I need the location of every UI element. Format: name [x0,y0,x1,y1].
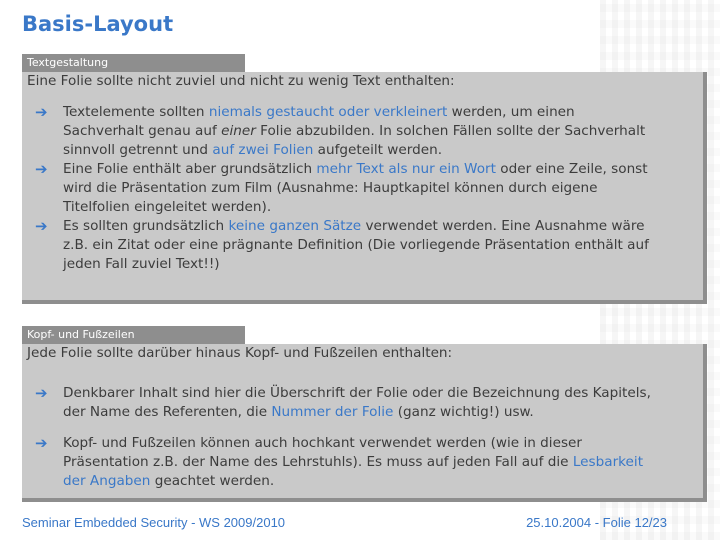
bullet-item [34,217,653,274]
arrow-right-icon: ➔ [35,217,48,235]
bullet-text: Folie abzubilden. In solchen Fällen sollte der Sachverhalt sinnvoll getrennt und [63,123,646,158]
footer-course: Seminar Embedded Security - WS 2009/2010 [22,515,286,530]
highlighted-text: niemals gestaucht oder verkleinert [208,104,448,120]
bullet-text: Kopf- und Fußzeilen können auch hochkant verwendet werden (wie in dieser Präsentation z.B. der Name des Lehrstuhls). Es muss auf jeden Fall auf die [63,435,582,470]
footer-date-slide-number: 25.10.2004 - Folie 12/23 [526,515,667,530]
bullet-item [34,434,653,491]
section-box-textgestaltung [22,72,707,304]
section-label-kopf-fusszeilen: Kopf- und Fußzeilen [22,326,245,344]
bullet-text: oder eine Zeile, sonst wird die Präsentation zum Film (Ausnahme: Hauptkapitel können durch eigene Titelfolien eingeleitet werden). [63,161,648,215]
bullet-text: (ganz wichtig!) usw. [393,404,534,420]
bullet-text: Textelemente sollten [63,104,209,120]
bullet-text: Denkbarer Inhalt sind hier die Überschrift der Folie oder die Bezeichnung des Kapitels, der Name des Referenten, die [63,385,651,420]
arrow-right-icon: ➔ [35,384,48,402]
bullet-text: Es sollten grundsätzlich [63,218,229,234]
bullet-item [34,103,653,160]
bullet-item [34,384,653,422]
highlighted-text: auf zwei Folien [212,142,314,158]
section-intro: Eine Folie sollte nicht zuviel und nicht zu wenig Text enthalten: [27,73,455,89]
arrow-right-icon: ➔ [35,434,48,452]
bullet-text: geachtet werden. [150,473,275,489]
bullet-text: aufgeteilt werden. [313,142,443,158]
section-intro: Jede Folie sollte darüber hinaus Kopf- und Fußzeilen enthalten: [27,345,453,361]
highlighted-text: mehr Text als nur ein Wort [316,161,496,177]
section-label-textgestaltung: Textgestaltung [22,54,245,72]
arrow-right-icon: ➔ [35,103,48,121]
arrow-right-icon: ➔ [35,160,48,178]
highlighted-text: Nummer der Folie [271,404,394,420]
bullet-list [34,103,653,274]
bullet-item [34,160,653,217]
bullet-text: verwendet werden. Eine Ausnahme wäre z.B. ein Zitat oder eine prägnante Definition (Die vorliegende Präsentation enthält auf jeden Fall zuviel Text!!) [63,218,649,272]
highlighted-text: Lesbarkeit der Angaben [63,454,644,489]
highlighted-text: keine ganzen Sätze [228,218,362,234]
bullet-text: werden, um einen Sachverhalt genau auf [63,104,575,139]
bullet-text: einer [221,123,256,139]
slide-title: Basis-Layout [22,12,174,36]
bullet-list [34,384,653,491]
bullet-text: Eine Folie enthält aber grundsätzlich [63,161,317,177]
section-box-kopf-fusszeilen [22,344,707,502]
